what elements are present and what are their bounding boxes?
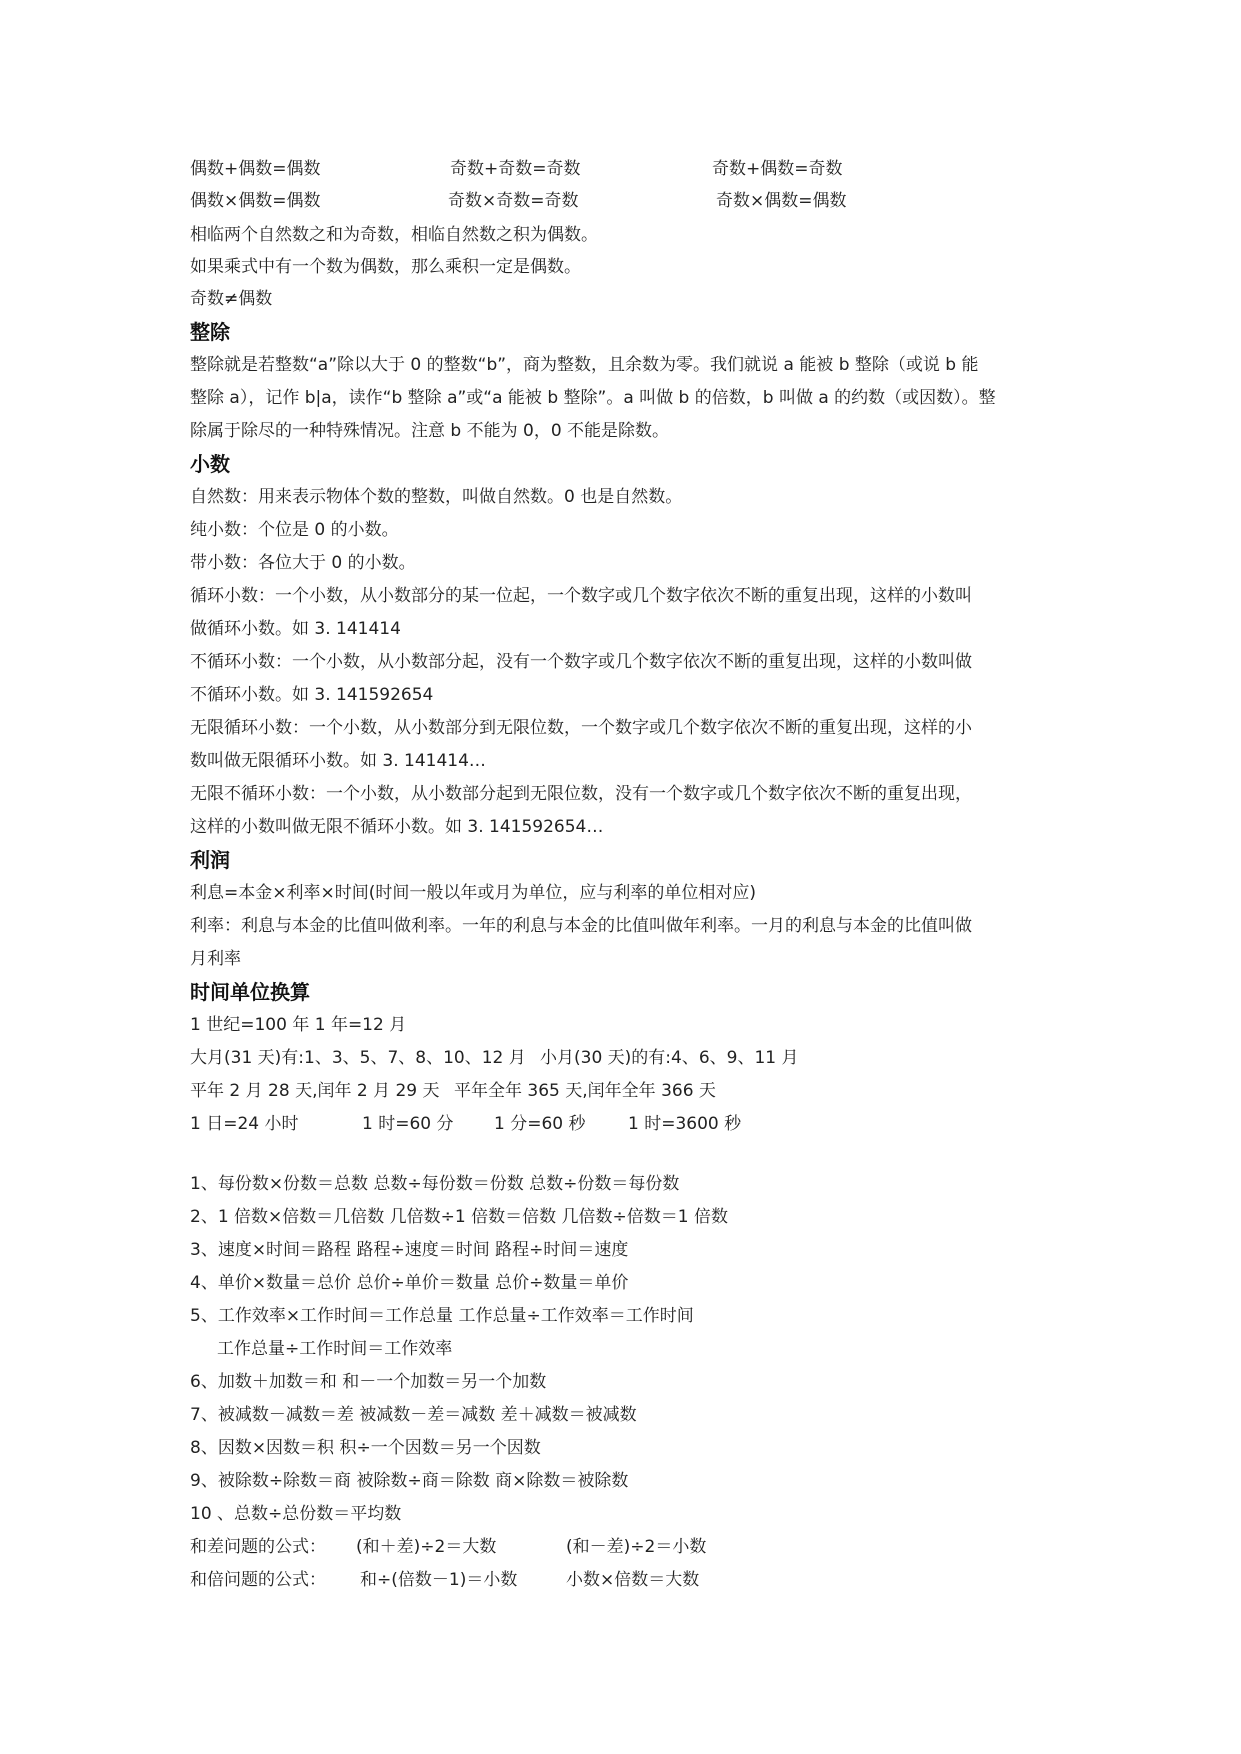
formula-line: 10 、总数÷总份数＝平均数 — [190, 1504, 402, 1524]
formula-line: 8、因数×因数＝积 积÷一个因数＝另一个因数 — [190, 1438, 541, 1458]
text-line: 1 时=60 分 — [362, 1114, 454, 1134]
formula-line: 9、被除数÷除数＝商 被除数÷商＝除数 商×除数＝被除数 — [190, 1471, 629, 1491]
problem-label: 和差问题的公式： — [190, 1537, 326, 1557]
text-line: 无限循环小数：一个小数，从小数部分到无限位数，一个数字或几个数字依次不断的重复出现，这样的小 — [190, 718, 972, 738]
text-line: 自然数：用来表示物体个数的整数，叫做自然数。0 也是自然数。 — [190, 487, 683, 507]
text-line: 不循环小数。如 3. 141592654 — [190, 685, 434, 705]
formula-line: 1、每份数×份数＝总数 总数÷每份数＝份数 总数÷份数＝每份数 — [190, 1174, 680, 1194]
text-line: 奇数≠偶数 — [190, 289, 273, 309]
formula-line: 2、1 倍数×倍数＝几倍数 几倍数÷1 倍数＝倍数 几倍数÷倍数＝1 倍数 — [190, 1207, 729, 1227]
text-line: 平年 2 月 28 天,闰年 2 月 29 天 — [190, 1081, 440, 1101]
text-line: 1 时=3600 秒 — [628, 1114, 742, 1134]
formula-line: 4、单价×数量＝总价 总价÷单价＝数量 总价÷数量＝单价 — [190, 1273, 629, 1293]
text-line: 循环小数：一个小数，从小数部分的某一位起，一个数字或几个数字依次不断的重复出现，这样的小数叫 — [190, 586, 972, 606]
text-line: 数叫做无限循环小数。如 3. 141414… — [190, 751, 486, 771]
text-line: 做循环小数。如 3. 141414 — [190, 619, 401, 639]
problem-label: 和倍问题的公式： — [190, 1570, 326, 1590]
text-line: 月利率 — [190, 949, 241, 969]
text-line: 1 日=24 小时 — [190, 1114, 299, 1134]
formula-line: 工作总量÷工作时间＝工作效率 — [190, 1339, 453, 1359]
text-line: 平年全年 365 天,闰年全年 366 天 — [454, 1081, 716, 1101]
section-heading: 利润 — [190, 848, 230, 872]
text-line: 不循环小数：一个小数，从小数部分起，没有一个数字或几个数字依次不断的重复出现，这样的小数叫做 — [190, 652, 972, 672]
text-line: 相临两个自然数之和为奇数，相临自然数之积为偶数。 — [190, 225, 598, 245]
formula-line: 6、加数＋加数＝和 和－一个加数＝另一个加数 — [190, 1372, 547, 1392]
text-line: 小月(30 天)的有:4、6、9、11 月 — [540, 1048, 799, 1068]
text-line: 整除就是若整数“a”除以大于 0 的整数“b”，商为整数，且余数为零。我们就说 a 能被 b 整除（或说 b 能 — [190, 355, 979, 375]
parity-rule: 奇数×偶数=偶数 — [716, 191, 847, 211]
formula-line: 7、被减数－减数＝差 被减数－差＝减数 差＋减数＝被减数 — [190, 1405, 637, 1425]
text-line: 大月(31 天)有:1、3、5、7、8、10、12 月 — [190, 1048, 526, 1068]
parity-rule: 偶数×偶数=偶数 — [190, 191, 321, 211]
text-line: 这样的小数叫做无限不循环小数。如 3. 141592654… — [190, 817, 604, 837]
text-line: 带小数：各位大于 0 的小数。 — [190, 553, 416, 573]
section-heading: 整除 — [190, 320, 230, 344]
text-line: 整除 a），记作 b|a，读作“b 整除 a”或“a 能被 b 整除”。a 叫做 b 的倍数，b 叫做 a 的约数（或因数）。整 — [190, 388, 996, 408]
text-line: 利息=本金×利率×时间(时间一般以年或月为单位，应与利率的单位相对应) — [190, 883, 756, 903]
problem-formula: 和÷(倍数－1)＝小数 — [360, 1570, 518, 1590]
parity-rule: 偶数+偶数=偶数 — [190, 159, 321, 179]
parity-rule: 奇数+奇数=奇数 — [450, 159, 581, 179]
parity-rule: 奇数+偶数=奇数 — [712, 159, 843, 179]
problem-formula: 小数×倍数＝大数 — [566, 1570, 700, 1590]
parity-rule: 奇数×奇数=奇数 — [448, 191, 579, 211]
formula-line: 3、速度×时间＝路程 路程÷速度＝时间 路程÷时间＝速度 — [190, 1240, 629, 1260]
text-line: 利率：利息与本金的比值叫做利率。一年的利息与本金的比值叫做年利率。一月的利息与本金的比值叫做 — [190, 916, 972, 936]
formula-line: 5、工作效率×工作时间＝工作总量 工作总量÷工作效率＝工作时间 — [190, 1306, 694, 1326]
section-heading: 小数 — [190, 452, 230, 476]
text-line: 如果乘式中有一个数为偶数，那么乘积一定是偶数。 — [190, 257, 581, 277]
text-line: 纯小数：个位是 0 的小数。 — [190, 520, 399, 540]
text-line: 无限不循环小数：一个小数，从小数部分起到无限位数，没有一个数字或几个数字依次不断的重复出现， — [190, 784, 972, 804]
problem-formula: (和－差)÷2＝小数 — [566, 1537, 707, 1557]
text-line: 除属于除尽的一种特殊情况。注意 b 不能为 0，0 不能是除数。 — [190, 421, 670, 441]
problem-formula: (和＋差)÷2＝大数 — [356, 1537, 497, 1557]
section-heading: 时间单位换算 — [190, 980, 310, 1004]
text-line: 1 分=60 秒 — [494, 1114, 586, 1134]
text-line: 1 世纪=100 年 1 年=12 月 — [190, 1015, 407, 1035]
